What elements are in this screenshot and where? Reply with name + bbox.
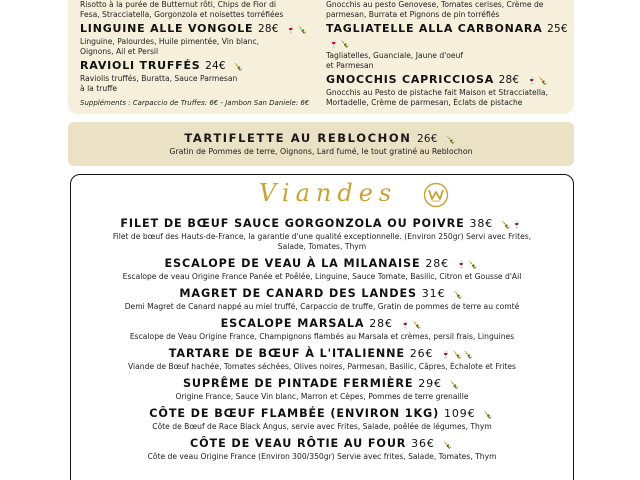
dish-title xyxy=(71,407,573,422)
dish-price: 109€ xyxy=(443,407,476,420)
dish-name: LINGUINE ALLE VONGOLE xyxy=(80,22,254,35)
dish-title xyxy=(71,437,573,452)
dish-title xyxy=(326,73,572,88)
dish-price: 24€ xyxy=(205,60,226,72)
supplements-note: Suppléments : Carpaccio de Truffes: 6€ - Jambon San Daniele: 6€ xyxy=(80,99,310,107)
dish-price: 31€ xyxy=(421,287,446,300)
dish-description: Gnocchis au pesto Genovese, Tomates cerises, Crème de xyxy=(326,0,544,9)
wine-bottle-icon: 🍾 xyxy=(446,135,458,144)
dish-title xyxy=(71,287,573,302)
dish-title xyxy=(71,377,573,392)
dish-description: Gratin de Pommes de terre, Oignons, Lard fumé, le tout gratiné au Reblochon xyxy=(169,147,473,156)
dish-price: 26€ xyxy=(417,133,438,145)
dish-tagliatelle-carbonara xyxy=(326,22,572,71)
pasta-section xyxy=(68,0,574,114)
dish-description: Raviolis truffés, Buratta, Sauce Parmesan xyxy=(80,74,238,83)
restaurant-logo-icon xyxy=(423,182,449,208)
meat-item xyxy=(71,287,573,312)
pasta-column-left xyxy=(80,0,320,96)
section-header xyxy=(71,175,573,219)
dish-description: Linguine, Palourdes, Huile pimentée, Vin blanc, xyxy=(80,37,260,46)
wine-glass-icon: 🍷🍾 xyxy=(526,76,550,85)
wine-bottle-icon: 🍾 xyxy=(483,410,495,419)
dish-name: MAGRET DE CANARD DES LANDES xyxy=(179,287,417,300)
dish-name: TARTIFLETTE AU REBLOCHON xyxy=(184,131,412,145)
dish-title xyxy=(326,22,572,51)
meat-item xyxy=(71,407,573,432)
dish-price: 28€ xyxy=(369,317,393,330)
wine-bottle-icon: 🍾 xyxy=(442,440,454,449)
dish-description: Fesa, Stracciatella, Gorgonzola et noisettes torréfiées xyxy=(80,10,284,19)
wine-glass-icon: 🍷🍾 xyxy=(286,25,309,34)
dish-linguine-vongole xyxy=(80,22,320,57)
dish-description: Côte de veau Origine France (Environ 300/350gr) Servie avec frites, Salade, Tomates, Thym xyxy=(147,452,497,461)
meat-item xyxy=(71,257,573,282)
dish-name: TARTARE DE BŒUF À L'ITALIENNE xyxy=(168,347,405,360)
wine-bottle-icon: 🍾 xyxy=(449,380,462,389)
dish-name: TAGLIATELLE ALLA CARBONARA xyxy=(326,22,543,35)
dish-name: SUPRÊME DE PINTADE FERMIÈRE xyxy=(182,377,414,390)
meat-item xyxy=(71,377,573,402)
dish-title xyxy=(71,347,573,362)
wine-glass-icon: 🍷🍾 xyxy=(456,260,480,269)
meat-item xyxy=(71,217,573,252)
dish-description: et Parmesan xyxy=(326,61,374,70)
dish-price: 28€ xyxy=(258,23,279,35)
section-title: Viandes xyxy=(259,179,398,207)
dish-name: ESCALOPE MARSALA xyxy=(220,317,365,330)
dish-price: 29€ xyxy=(418,377,442,390)
meat-item xyxy=(71,437,573,462)
dish-description: Filet de bœuf des Hauts-de-France, la garantie d'une qualité exceptionnelle. (Environ 250gr) Servi avec Frites, Salade, Tomates, Thym xyxy=(112,232,532,251)
wine-bottle-icon: 🍾🍷 xyxy=(500,220,524,229)
dish-description: Tagliatelles, Guanciale, Jaune d'oeuf xyxy=(326,51,464,60)
dish-name: FILET DE BŒUF SAUCE GORGONZOLA OU POIVRE xyxy=(120,217,465,230)
dish-name: CÔTE DE VEAU RÔTIE AU FOUR xyxy=(190,437,407,450)
dish-title xyxy=(68,131,574,147)
dish-title xyxy=(71,257,573,272)
meat-list xyxy=(71,217,573,467)
dish-ravioli-truffes xyxy=(80,59,320,94)
viandes-section xyxy=(70,174,574,480)
dish-description: parmesan, Burrata et Pignons de pin torréfiés xyxy=(326,10,500,19)
dish-gnocchis-pesto xyxy=(326,0,572,20)
dish-description: Risotto à la purée de Butternut rôti, Chips de Fior di xyxy=(80,0,277,9)
dish-title xyxy=(71,217,573,232)
wine-bottle-icon: 🍾 xyxy=(233,62,245,71)
wine-bottle-icon: 🍾 xyxy=(453,290,465,299)
dish-description: Côte de Bœuf de Race Black Angus, servie avec Frites, Salade, poêlée de légumes, Thym xyxy=(152,422,492,431)
meat-item xyxy=(71,347,573,372)
dish-price: 36€ xyxy=(411,437,435,450)
dish-title xyxy=(80,22,320,37)
dish-name: RAVIOLI TRUFFÉS xyxy=(80,59,201,72)
dish-description: Gnocchis au Pesto de pistache fait Maison et Stracciatella, xyxy=(326,88,548,97)
dish-name: ESCALOPE DE VEAU À LA MILANAISE xyxy=(164,257,421,270)
dish-name: GNOCCHIS CAPRICCIOSA xyxy=(326,73,495,86)
dish-description: Origine France, Sauce Vin blanc, Marron et Cèpes, Pommes de terre grenaille xyxy=(175,392,469,401)
wine-glass-icon: 🍷🍾🍾 xyxy=(441,350,476,359)
dish-gnocchis-capricciosa xyxy=(326,73,572,108)
dish-description: Oignons, Ail et Persil xyxy=(80,47,159,56)
wine-glass-icon: 🍷🍾 xyxy=(400,320,424,329)
dish-name: CÔTE DE BŒUF FLAMBÉE (ENVIRON 1KG) xyxy=(149,407,440,420)
dish-description: Escalope de Veau Origine France, Champignons flambés au Marsala et crèmes, persil frais, Linguines xyxy=(129,332,515,341)
dish-title xyxy=(71,317,573,332)
dish-description: Viande de Bœuf hachée, Tomates séchées, Olives noires, Parmesan, Basilic, Câpres, Échalote et Frites xyxy=(128,362,516,371)
meat-item xyxy=(71,317,573,342)
tartiflette-banner xyxy=(68,122,574,166)
dish-price: 28€ xyxy=(498,74,520,86)
dish-description: Demi Magret de Canard nappé au miel truffé, Carpaccio de truffe, Gratin de pommes de terre au comté xyxy=(124,302,520,311)
wine-glass-icon: 🍷🍾 xyxy=(329,39,352,48)
dish-price: 38€ xyxy=(469,217,494,230)
pasta-column-right xyxy=(326,0,572,110)
dish-risotto xyxy=(80,0,320,20)
dish-price: 25€ xyxy=(547,23,568,35)
dish-title xyxy=(80,59,320,74)
dish-description: Escalope de veau Origine France Panée et Poêlée, Linguine, Sauce Tomate, Basilic, Citron et Gousse d'Ail xyxy=(122,272,522,281)
dish-description: Mortadelle, Crème de parmesan, Éclats de pistache xyxy=(326,98,523,107)
dish-description: à la truffe xyxy=(80,84,118,93)
dish-price: 26€ xyxy=(409,347,434,360)
dish-price: 28€ xyxy=(425,257,450,270)
